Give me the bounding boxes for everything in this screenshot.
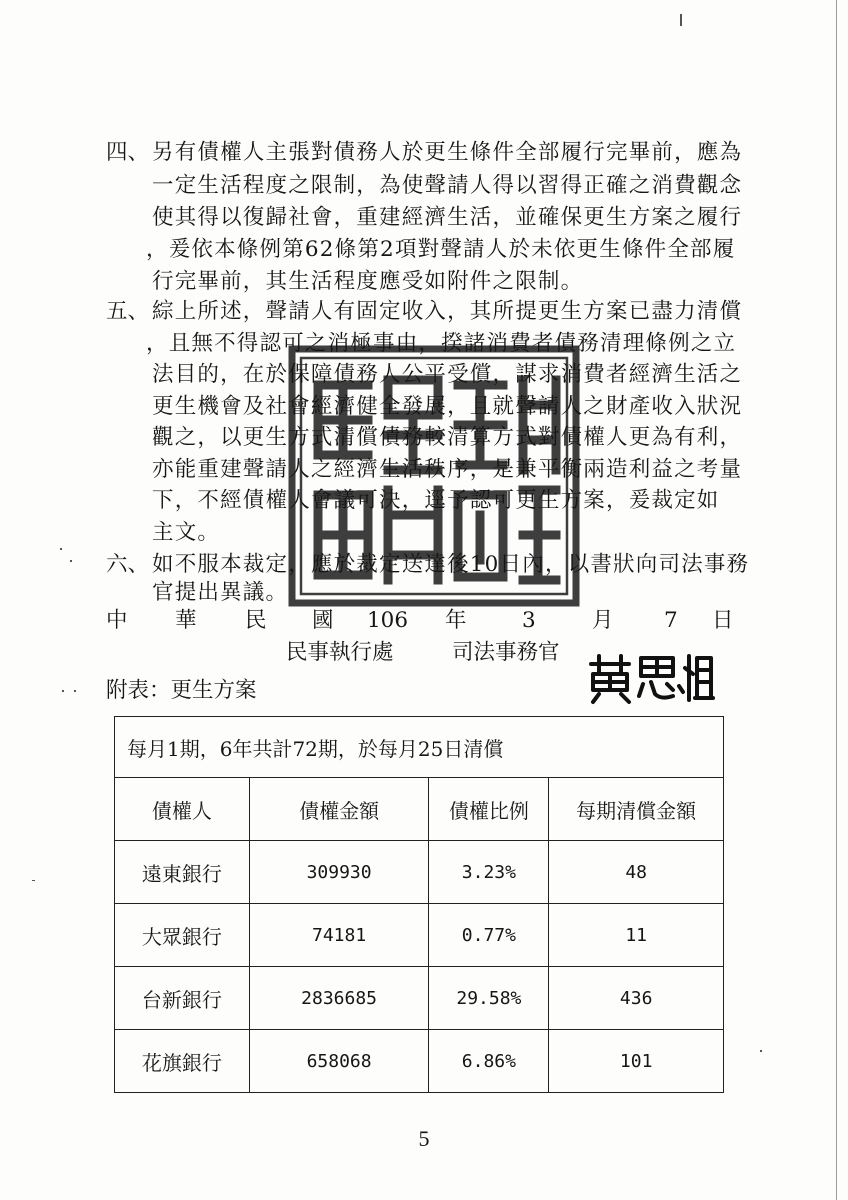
- date-char: 月: [592, 608, 614, 633]
- date-char: 國: [312, 608, 334, 633]
- paragraph-line: 一定生活程度之限制，為使聲請人得以習得正確之消費觀念: [152, 173, 743, 198]
- date-day: 7: [664, 608, 678, 633]
- scan-speck: [760, 1050, 762, 1052]
- ratio-cell: 29.58%: [429, 967, 549, 1030]
- ratio-cell: 0.77%: [429, 904, 549, 967]
- creditor-cell: 花旗銀行: [115, 1030, 250, 1093]
- paragraph-bullet: 六、: [106, 552, 150, 577]
- page-edge: [836, 0, 837, 1200]
- table-row: [115, 967, 724, 1030]
- official-seal-stamp: [288, 345, 580, 607]
- amount-cell: 2836685: [249, 967, 429, 1030]
- paragraph-line: 官提出異議。: [152, 580, 289, 605]
- scan-speck: [70, 560, 72, 562]
- date-char: 年: [445, 608, 467, 633]
- paragraph-line: ，且無不得認可之消極事由，揆諸消費者債務清理條例之立: [146, 331, 737, 356]
- paragraph-bullet: 四、: [106, 140, 150, 165]
- paragraph-line: 另有債權人主張對債務人於更生條件全部履行完畢前，應為: [152, 140, 743, 165]
- creditor-cell: 大眾銀行: [115, 904, 250, 967]
- table-header-row: [115, 778, 724, 841]
- handwritten-signature: [585, 650, 715, 705]
- paragraph-line: 更生機會及社會經濟健全發展，且就聲請人之財產收入狀況: [152, 394, 743, 419]
- scan-speck: [62, 690, 64, 692]
- installment-cell: 101: [549, 1030, 724, 1093]
- officer-title: 司法事務官: [452, 640, 560, 665]
- annex-label: 附表：更生方案: [106, 678, 257, 703]
- amount-cell: 309930: [249, 841, 429, 904]
- table-row: [115, 841, 724, 904]
- creditor-cell: 遠東銀行: [115, 841, 250, 904]
- table-caption-row: [115, 717, 724, 778]
- paragraph-bullet: 五、: [106, 299, 150, 324]
- date-month: 3: [522, 608, 536, 633]
- scan-speck: [74, 690, 76, 692]
- paragraph-line: 使其得以復歸社會，重建經濟生活，並確保更生方案之履行: [152, 205, 743, 230]
- date-char: 華: [175, 608, 197, 633]
- paragraph-line: 綜上所述，聲請人有固定收入，其所提更生方案已盡力清償: [152, 299, 743, 324]
- column-header: 債權金額: [249, 778, 429, 841]
- installment-cell: 11: [549, 904, 724, 967]
- scan-speck: [680, 14, 682, 26]
- repayment-plan-table: [114, 716, 724, 1093]
- table-row: [115, 904, 724, 967]
- paragraph-line: 主文。: [152, 520, 221, 545]
- date-char: 日: [712, 608, 734, 633]
- amount-cell: 658068: [249, 1030, 429, 1093]
- department-name: 民事執行處: [286, 640, 394, 665]
- paragraph-line: 如不服本裁定，應於裁定送達後10日內，以書狀向司法事務: [152, 552, 750, 577]
- paragraph-line: 下，不經債權人會議可決，逕予認可更生方案，爰裁定如: [152, 488, 720, 513]
- scan-speck: [32, 880, 35, 881]
- scan-speck: [60, 548, 62, 550]
- paragraph-line: 法目的，在於保障債務人公平受償，謀求消費者經濟生活之: [152, 362, 743, 387]
- installment-cell: 48: [549, 841, 724, 904]
- date-char: 民: [245, 608, 267, 633]
- paragraph-line: ，爰依本條例第62條第2項對聲請人於未依更生條件全部履: [146, 237, 736, 262]
- paragraph-line: 亦能重建聲請人之經濟生活秩序，是兼平衡兩造利益之考量: [152, 457, 743, 482]
- creditor-cell: 台新銀行: [115, 967, 250, 1030]
- ratio-cell: 6.86%: [429, 1030, 549, 1093]
- column-header: 每期清償金額: [549, 778, 724, 841]
- installment-cell: 436: [549, 967, 724, 1030]
- column-header: 債權比例: [429, 778, 549, 841]
- page-number: 5: [418, 1126, 430, 1151]
- column-header: 債權人: [115, 778, 250, 841]
- date-char: 中: [106, 608, 128, 633]
- ratio-cell: 3.23%: [429, 841, 549, 904]
- paragraph-line: 觀之，以更生方式清償債務較清算方式對債權人更為有利，: [152, 425, 743, 450]
- date-year: 106: [367, 608, 409, 633]
- table-row: [115, 1030, 724, 1093]
- table-caption: 每月1期，6年共計72期，於每月25日清償: [115, 717, 724, 778]
- paragraph-line: 行完畢前，其生活程度應受如附件之限制。: [152, 269, 584, 294]
- amount-cell: 74181: [249, 904, 429, 967]
